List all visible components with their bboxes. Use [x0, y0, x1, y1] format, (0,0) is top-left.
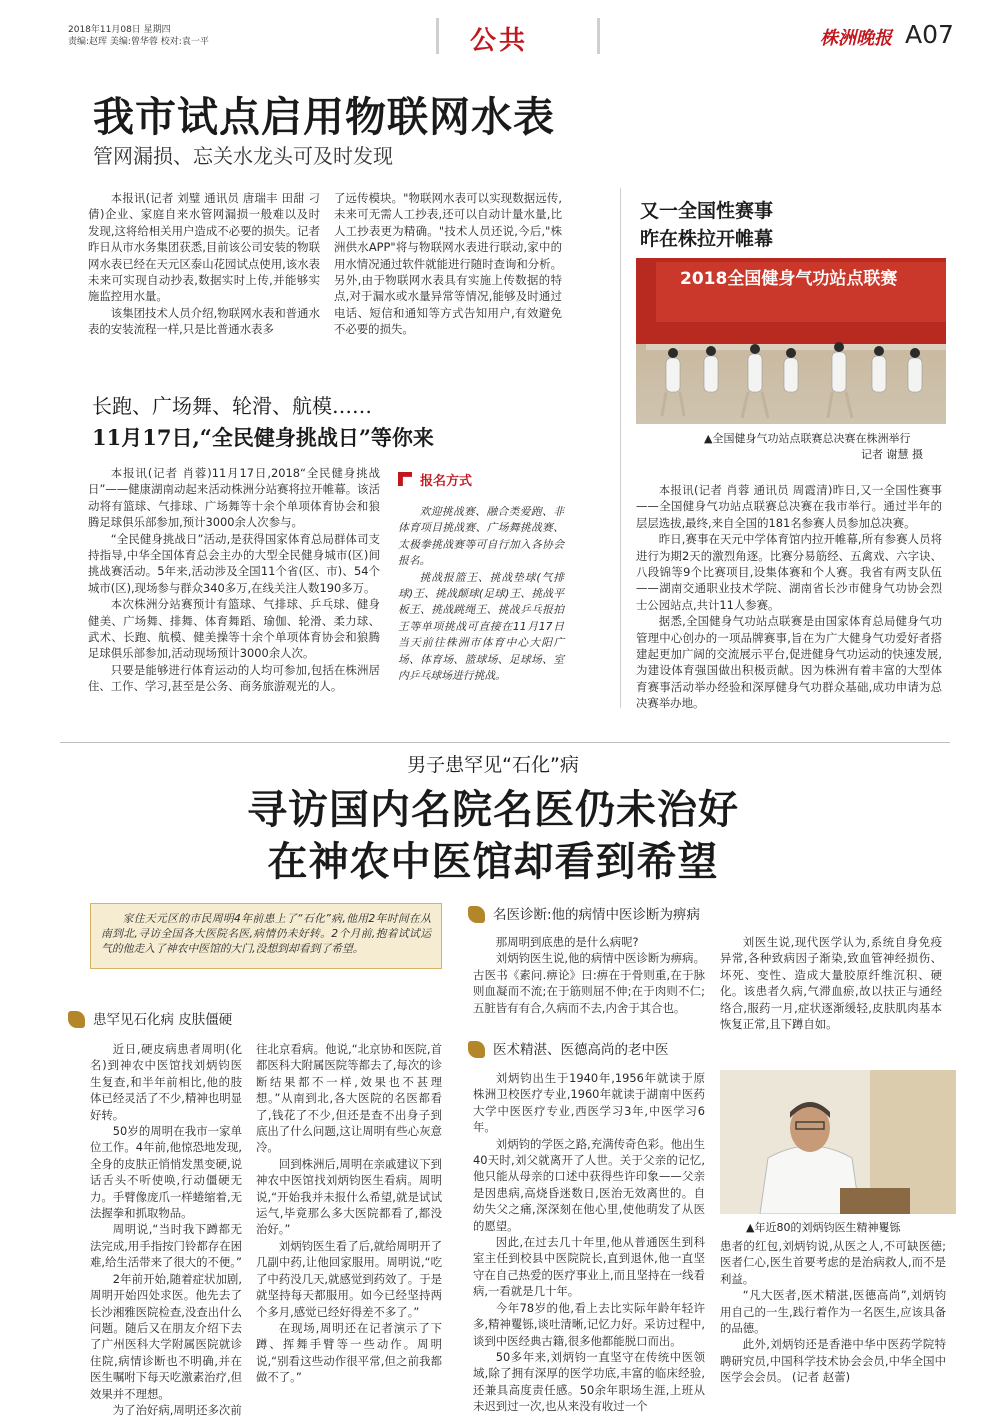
page-number: A07 — [905, 20, 954, 49]
header-divider-left — [436, 18, 439, 54]
sec3-header — [468, 1038, 669, 1058]
sec2-para: 刘炳钧医生说,他的病情中医诊断为痹病。古医书《素问.痹论》曰:痹在于骨则重,在于脉则血凝而不流;在于筋则屈不伸;在于肉则不仁;五脏皆有有合,久病而不去,内舍于其合也。 — [473, 951, 705, 1015]
masthead-logo: 株洲晚报 — [820, 28, 892, 49]
article2-para: 只要是能够进行体育运动的人均可参加,包括在株洲居住、工作、学习,甚至是公务、商务旅游观光的人。 — [88, 662, 380, 694]
sec3-para: 刘炳钧出生于1940年,1956年就读于原株洲卫校医疗专业,1960年就读于湖南中医药大学中医医疗专业,西医学习3年,中医学习6年。 — [473, 1071, 705, 1135]
date-line: 2018年11月08日 星期四 — [68, 25, 171, 35]
event-banner-text: 2018全国健身气功站点联赛 — [680, 269, 898, 289]
doctor-photo-scene — [720, 1070, 956, 1214]
header-bar — [0, 0, 986, 60]
sec1-para: 50岁的周明在我市一家单位工作。4年前,他惊恐地发现,全身的皮肤正悄悄发黑变硬,说话舌头不听使唤,行动僵硬无力。手臂像庞爪一样蜷缩着,无法握拳和抓取物品。 — [90, 1124, 242, 1221]
sec3-para: 患者的红包,刘炳钧说,从医之人,不可缺医德;医者仁心,医生首要考虑的是治病救人,而不是利益。 — [720, 1239, 946, 1286]
section-tag-icon — [468, 1041, 485, 1058]
feature-top-rule — [60, 742, 950, 743]
sec3-col1 — [473, 1070, 705, 1415]
article1-col1 — [88, 190, 320, 338]
sec3-para: 因此,在过去几十年里,他从普通医生到科室主任到校县中医院院长,直到退休,他一直坚守在自己热爱的医疗事业上,而且坚持在一线看病,一看就是几十年。 — [473, 1235, 705, 1299]
sec1-para: 周明说,“当时我下蹲都无法完成,用手指按门铃都存在困难,给生活带来了很大的不便。” — [90, 1222, 242, 1270]
sec1-para: 近日,硬皮病患者周明(化名)到神农中医馆找刘炳钧医生复查,和半年前相比,他的肢体已经灵活了不少,精神也明显好转。 — [90, 1042, 242, 1122]
article2-para: 本报讯(记者 肖蓉)11月17日,2018“全民健身挑战日”——健康湖南动起来活动株洲分站赛将拉开帷幕。该活动将有篮球、气排球、广场舞等十余个单项体育协会和狼腾足球俱乐部参加,预计3000余人次参与。 — [88, 466, 380, 530]
sec1-para: 在现场,周明还在记者演示了下蹲、挥舞手臂等一些动作。周明说,“别看这些动作很平常,但之前我都做不了。” — [256, 1320, 442, 1385]
sec2-col2 — [720, 934, 942, 1032]
sec2-para: 那周明到底患的是什么病呢? — [495, 935, 639, 949]
sec2-para: 刘医生说,现代医学认为,系统自身免疫异常,各种致病因子渐染,致血管神经损伤、坏死、变性、造成大量胶原纤维沉积、硬化。该患者久病,气滞血瘀,故以扶正与通经络合,服药一月,症状逐渐缓轻,皮肤肌肉基本恢复正常,且下蹲自如。 — [720, 935, 942, 1032]
sec1-para: 刘炳钧医生看了后,就给周明开了几副中药,让他回家服用。周明说,“吃了中药没几天,就感觉到药效了。于是就坚持每天都服用。如今已经坚持两个多月,感觉已经好得差不多了。” — [256, 1238, 442, 1319]
sec3-col2 — [720, 1238, 946, 1386]
article3-title-line2: 昨在株拉开帷幕 — [640, 228, 774, 250]
article1-subtitle: 管网漏损、忘关水龙头可及时发现 — [93, 144, 393, 168]
article2-kicker: 长跑、广场舞、轮滑、航模…… — [92, 394, 372, 418]
article2-title: 11月17日,“全民健身挑战日”等你来 — [92, 425, 434, 450]
sec3-para: 刘炳钧的学医之路,充满传奇色彩。他出生40天时,刘父就离开了人世。关于父亲的记忆,他只能从母亲的口述中获得些许印象——父亲是因患病,高烧昏迷数日,医治无效离世的。自幼失父之痛,深深刻在他心里,使他萌发了从医的愿望。 — [473, 1136, 705, 1233]
sec3-para: 50多年来,刘炳钧一直坚守在传统中医领域,除了拥有深厚的医学功底,丰富的临床经验,还兼具高度责任感。50余年职场生涯,上班从未迟到过一次,也从来没有收过一个 — [473, 1349, 705, 1414]
event-photo — [636, 258, 946, 424]
event-photo-caption: ▲全国健身气功站点联赛总决赛在株洲举行 — [704, 432, 911, 445]
sec1-col2 — [256, 1041, 442, 1386]
sec3-para: 今年78岁的他,看上去比实际年龄年轻许多,精神矍铄,谈吐清晰,记忆力好。采访过程中,谈到中医经典古籍,很多他都能脱口而出。 — [473, 1300, 705, 1348]
staff-line: 责编:赵珲 美编:曾华蓉 校对:袁一平 — [68, 37, 209, 47]
article3-body — [636, 482, 942, 712]
section-tag-icon — [468, 906, 485, 923]
feature-title-line2: 在神农中医馆却看到希望 — [267, 839, 719, 885]
signup-box-header — [398, 470, 564, 492]
sec3-para: “凡大医者,医术精湛,医德高尚”,刘炳钧用自己的一生,践行着作为一名医生,应该具备的品德。 — [720, 1288, 946, 1336]
signup-box-title: 报名方式 — [420, 474, 473, 489]
doctor-photo-caption: ▲年近80的刘炳钧医生精神矍铄 — [746, 1221, 901, 1234]
section-label: 公共 — [470, 26, 529, 56]
sec2-header — [468, 903, 700, 923]
feature-lead-box — [90, 903, 442, 969]
signup-box-text: 欢迎挑战赛、融合类爱跑、非体育项目挑战赛、广场舞挑战赛、太极拳挑战赛等可自行加入各协会报名。 — [398, 505, 564, 568]
sec2-title: 名医诊断:他的病情中医诊断为痹病 — [493, 907, 701, 923]
header-divider-right — [597, 18, 600, 54]
sec1-para: 2年前开始,随着症状加剧,周明开始四处求医。他先去了长沙湘雅医院检查,没查出什么问题。随后又在朋友介绍下去了广州医科大学附属医院就诊住院,病情诊断也不明确,并在医生嘱咐下每天吃激素治疗,但效果并不理想。 — [90, 1271, 242, 1401]
sec1-para: 为了治好病,周明还多次前 — [112, 1402, 242, 1417]
sec1-title: 患罕见石化病 皮肤僵硬 — [93, 1012, 233, 1028]
article1-para: 该集团技术人员介绍,物联网水表和普通水表的安装流程一样,只是比普通水表多 — [88, 305, 320, 337]
article3-para: 昨日,赛事在天元中学体育馆内拉开帷幕,所有参赛人员将进行为期2天的激烈角逐。比赛分易筋经、五禽戏、六字诀、八段锦等9个比赛项目,设集体赛和个人赛。我省有两支队伍——湖南交通职业技术学院、湖南省长沙市健身气功协会烈士公园站点,共计11人参赛。 — [636, 532, 942, 612]
sec1-para: 回到株洲后,周明在亲戚建议下到神农中医馆找刘炳钧医生看病。周明说,“开始我并未报什么希望,就是试试运气,毕竟那么多大医院都看了,都没治好。” — [256, 1156, 442, 1237]
article1-para: 了远传模块。"物联网水表可以实现数据远传,未来可无需人工抄表,还可以自动计量水量,比人工抄表更为精确。"技术人员还说,今后,"株洲供水APP"将与物联网水表进行联动,家中的用水情况通过软件就能进行随时查询和分析。另外,由于物联网水表具有实施上传数据的特点,对于漏水或水量异常等情况,能够及时通过电话、短信和通知等方式告知用户,有效避免不必要的损失。 — [334, 191, 562, 337]
feature-kicker: 男子患罕见“石化”病 — [407, 754, 579, 776]
signup-box-text: 挑战报篮王、挑战垫球(气排球)王、挑战颠球(足球)王、挑战平板王、挑战跳绳王、挑战乒乓报拍王等单项挑战可直接在11月17日当天前往株洲市体育中心大阳广场、体育场、篮球场、足球场、室内乒乓球场进行挑战。 — [398, 570, 564, 683]
article3-title-line1: 又一全国性赛事 — [640, 200, 774, 222]
article3-para: 本报讯(记者 肖蓉 通讯员 周霞清)昨日,又一全国性赛事——全国健身气功站点联赛总决赛在我市举行。通过半年的层层选拔,最终,来自全国的181名参赛人员参加总决赛。 — [636, 483, 942, 530]
sec1-para: 往北京看病。他说,“北京协和医院,首都医科大附属医院等都去了,每次的诊断结果都不一样,效果也不甚理想。”从南到北,各大医院的名医都看了,钱花了不少,但还是查不出身子到底出了什么问题,这让周明有些心灰意冷。 — [256, 1042, 442, 1155]
sec3-title: 医术精湛、医德高尚的老中医 — [493, 1042, 669, 1058]
article3-para: 据悉,全国健身气功站点联赛是由国家体育总局健身气功管理中心创办的一项品牌赛事,旨在为广大健身气功爱好者搭建起更加广阔的交流展示平台,促进健身气功运动的快速发展,为建设体育强国做出积极贡献。因为株洲有着丰富的大型体育赛事活动举办经验和深厚健身气功群众基础,成功申请为总决赛举办地。 — [636, 614, 942, 711]
article2-para: 本次株洲分站赛预计有篮球、气排球、乒乓球、健身健美、广场舞、排舞、体育舞蹈、瑜伽、轮滑、柔力球、武术、长跑、航模、健美操等十余个单项体育协会和狼腾足球俱乐部参加,活动现场预计3000余人次。 — [88, 597, 380, 661]
sec1-col1 — [90, 1041, 242, 1418]
sec1-header — [68, 1008, 232, 1028]
article1-title: 我市试点启用物联网水表 — [93, 93, 555, 141]
sec2-col1 — [473, 934, 705, 1016]
signup-box — [398, 470, 564, 684]
feature-title-line1: 寻访国内名院名医仍未治好 — [247, 787, 739, 833]
section-tag-icon — [68, 1011, 85, 1028]
doctor-photo — [720, 1070, 956, 1214]
article2-para: “全民健身挑战日”活动,是获得国家体育总局群体司支持指导,中华全国体育总会主办的大型全民健身城市(区)间挑战赛活动。5年来,活动涉及全国11个省(区、市)、54个城市(区),现场参与群众340多万,在线关注人数190多万。 — [88, 531, 380, 595]
sec3-para: 此外,刘炳钧还是香港中华中医药学院特聘研究员,中国科学技术协会会员,中华全国中医学会会员。 (记者 赵蕾) — [720, 1337, 946, 1385]
event-photo-credit: 记者 谢慧 摄 — [861, 448, 923, 461]
article1-col2 — [334, 190, 562, 338]
arrow-icon — [398, 472, 412, 486]
article1-para: 本报讯(记者 刘璧 通讯员 唐瑞丰 田甜 刁倩)企业、家庭自来水管网漏损一般难以及时发现,这将给相关用户造成不必要的损失。记者昨日从市水务集团获悉,目前该公司安装的物联网水表已经在天元区泰山花园试点使用,该水表未来可实现自动抄表,数据实时上传,并能够实施监控用水量。 — [88, 191, 320, 304]
column-divider — [620, 188, 621, 708]
feature-lead-text: 家住天元区的市民周明4年前患上了“石化”病,他用2年时间在从南到北,寻访全国各大医院名医,病情仍未好转。2个月前,抱着试试运气的他走入了神农中医馆的大门,没想到却看到了希望。 — [101, 912, 431, 955]
article2-col1 — [88, 465, 380, 695]
